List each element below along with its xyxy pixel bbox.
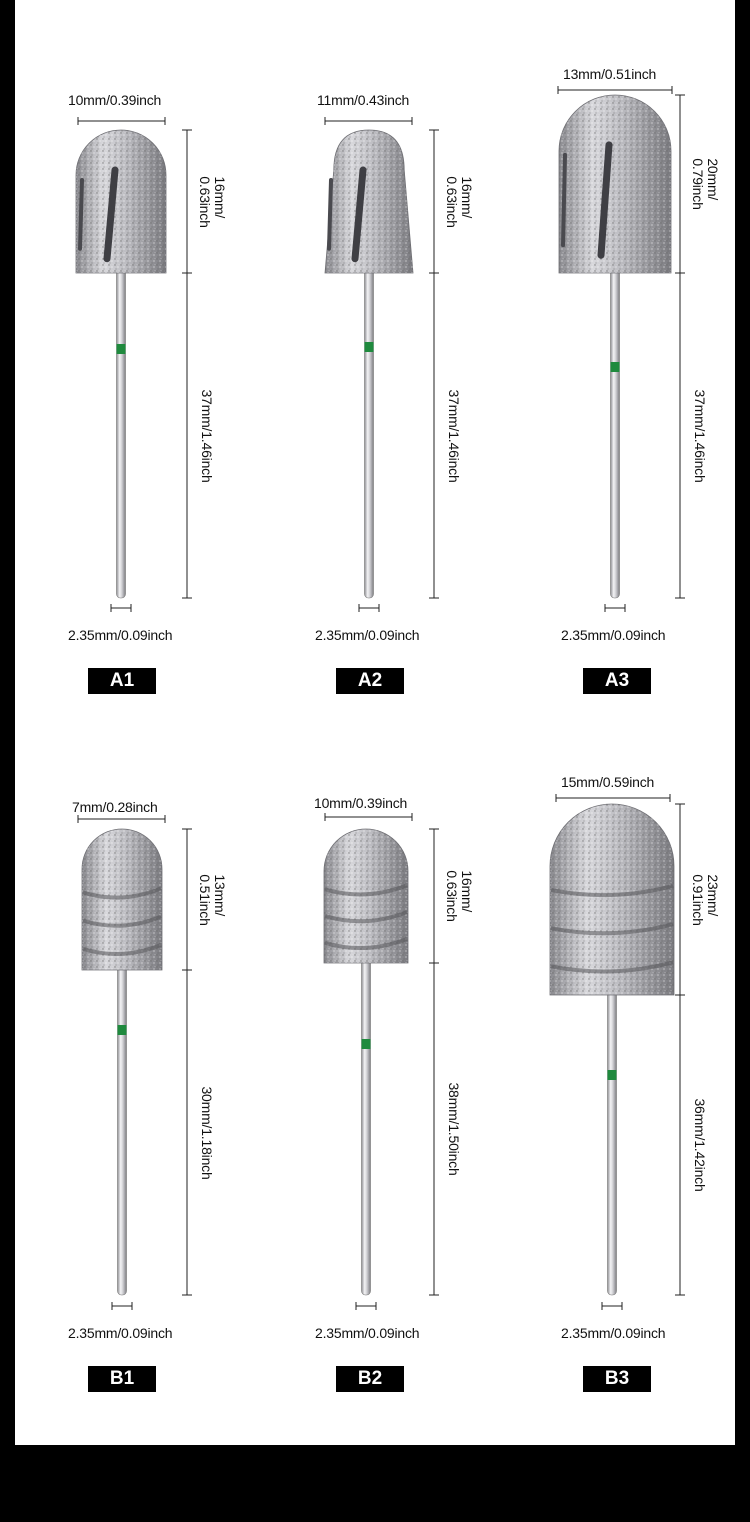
shank-length-label: 36mm/1.42inch bbox=[692, 1098, 708, 1192]
drill-shank bbox=[608, 991, 617, 1295]
head-width-label: 11mm/0.43inch bbox=[317, 92, 410, 108]
head-height-label: 16mm/ 0.63inch bbox=[444, 870, 475, 922]
drill-shank bbox=[118, 966, 127, 1295]
product-code-badge: B3 bbox=[583, 1366, 651, 1392]
head-slot bbox=[563, 155, 565, 245]
green-band bbox=[611, 362, 620, 372]
head-slot bbox=[80, 180, 82, 249]
green-band bbox=[608, 1070, 617, 1080]
product-code-badge: A1 bbox=[88, 668, 156, 694]
green-band bbox=[117, 344, 126, 354]
head-height-label: 16mm/ 0.63inch bbox=[197, 175, 228, 228]
shank-diameter-label: 2.35mm/0.09inch bbox=[315, 627, 420, 643]
shank-length-label: 38mm/1.50inch bbox=[446, 1082, 462, 1176]
product-code-badge: A3 bbox=[583, 668, 651, 694]
head-width-label: 7mm/0.28inch bbox=[72, 799, 158, 815]
shank-length-label: 37mm/1.46inch bbox=[446, 388, 462, 483]
drill-shank bbox=[611, 269, 620, 598]
green-band bbox=[362, 1039, 371, 1049]
head-slot bbox=[329, 180, 331, 249]
green-band bbox=[118, 1025, 127, 1035]
diamond-grit-texture bbox=[559, 95, 671, 273]
head-height-label: 20mm/ 0.79inch bbox=[690, 158, 721, 210]
diamond-grit-texture bbox=[325, 130, 413, 273]
green-band bbox=[365, 342, 374, 352]
shank-length-label: 37mm/1.46inch bbox=[692, 388, 708, 483]
head-height-label: 16mm/ 0.63inch bbox=[444, 175, 475, 228]
head-height-label: 13mm/ 0.51inch bbox=[197, 873, 228, 926]
head-width-label: 15mm/0.59inch bbox=[561, 774, 655, 790]
shank-diameter-label: 2.35mm/0.09inch bbox=[561, 627, 666, 643]
drill-shank bbox=[362, 959, 371, 1295]
head-height-label: 23mm/ 0.91inch bbox=[690, 873, 721, 926]
product-code-badge: B1 bbox=[88, 1366, 156, 1392]
shank-diameter-label: 2.35mm/0.09inch bbox=[68, 627, 173, 643]
product-code-badge: A2 bbox=[336, 668, 404, 694]
head-width-label: 13mm/0.51inch bbox=[563, 66, 657, 82]
shank-length-label: 37mm/1.46inch bbox=[199, 388, 215, 483]
shank-diameter-label: 2.35mm/0.09inch bbox=[68, 1325, 173, 1341]
shank-length-label: 30mm/1.18inch bbox=[199, 1085, 215, 1180]
drill-shank bbox=[117, 269, 126, 598]
head-width-label: 10mm/0.39inch bbox=[68, 92, 162, 108]
drill-shank bbox=[365, 269, 374, 598]
shank-diameter-label: 2.35mm/0.09inch bbox=[315, 1325, 420, 1341]
shank-diameter-label: 2.35mm/0.09inch bbox=[561, 1325, 666, 1341]
diamond-grit-texture bbox=[76, 130, 166, 273]
product-code-badge: B2 bbox=[336, 1366, 404, 1392]
head-width-label: 10mm/0.39inch bbox=[314, 795, 408, 811]
